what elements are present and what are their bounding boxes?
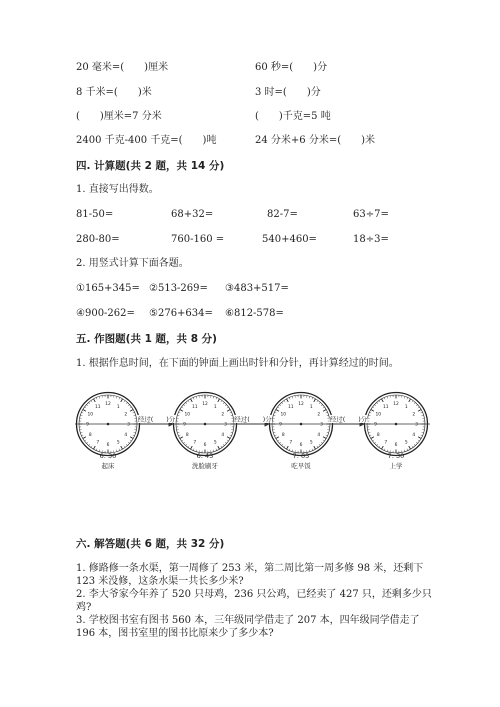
blank-row4-left: 2400 千克-400 千克=( )吨	[76, 135, 217, 146]
clock-number: 1	[213, 404, 217, 410]
problem3-line1: 3. 学校图书室有图书 560 本，三年级同学借走了 207 本，四年级同学借走了	[76, 615, 420, 626]
clock-number: 12	[298, 402, 304, 408]
clock-number: 11	[94, 404, 101, 410]
clock-number: 10	[280, 412, 287, 418]
clock-number: 6	[106, 443, 110, 449]
blank-row2-left: 8 千米=( )米	[76, 87, 152, 98]
clock-number: 4	[412, 432, 416, 438]
clock-time: 6: 45	[196, 452, 214, 460]
problem1-line1: 1. 修路修一条水渠，第一周修了 253 米，第二周比第一周多修 98 米，还剩下	[76, 563, 424, 574]
clock-face	[174, 393, 237, 471]
vertical-item: ⑥812-578=	[225, 308, 284, 319]
section6-title: 六. 解答题(共 6 题，共 32 分)	[76, 538, 225, 550]
interval-label: 经过( )分	[329, 415, 368, 424]
section4-q2: 2. 用竖式计算下面各题。	[76, 258, 189, 269]
clock-number: 7	[289, 440, 293, 446]
clock-number: 4	[317, 432, 321, 438]
clock-number: 6	[299, 443, 303, 449]
clock-number: 10	[184, 412, 191, 418]
blank-row3-right: ( )千克=5 吨	[255, 111, 331, 122]
oral-item: 760-160 =	[171, 234, 225, 245]
clock-face	[77, 393, 140, 471]
clock-number: 10	[375, 412, 382, 418]
clock-face	[270, 393, 333, 471]
oral-item: 18÷3=	[353, 234, 389, 245]
clock-number: 3	[127, 422, 130, 428]
clock-number: 12	[202, 402, 208, 408]
clock-number: 4	[124, 432, 128, 438]
clock-time: 6: 30	[99, 452, 117, 460]
clock-number: 9	[183, 422, 186, 428]
blank-row2-right: 3 时=( )分	[255, 87, 321, 98]
clock-number: 2	[412, 412, 416, 418]
clock-number: 8	[88, 432, 92, 438]
interval-label: 经过( )分	[234, 415, 272, 424]
clock-label: 吃早饭	[291, 462, 311, 470]
clock-number: 2	[124, 412, 128, 418]
clock-face	[365, 393, 428, 471]
section4-q1: 1. 直接写出得数。	[76, 184, 159, 195]
clock-number: 3	[415, 422, 418, 428]
oral-item: 280-80=	[76, 234, 120, 245]
clock-number: 11	[382, 404, 389, 410]
clock-number: 5	[116, 440, 120, 446]
clock-number: 12	[393, 402, 399, 408]
clock-number: 9	[279, 422, 282, 428]
blank-row3-left: ( )厘米=7 分米	[76, 111, 162, 122]
clock-number: 12	[105, 402, 111, 408]
clock-number: 1	[116, 404, 120, 410]
problem3-line2: 196 本，图书室里的图书比原来少了多少本?	[76, 628, 274, 639]
oral-item: 63÷7=	[353, 209, 389, 220]
clock-number: 1	[404, 404, 408, 410]
vertical-item: ②513-269=	[149, 283, 208, 294]
clock-number: 11	[287, 404, 294, 410]
clock-number: 7	[384, 440, 388, 446]
clock-label: 上学	[389, 462, 403, 470]
clock-number: 8	[376, 432, 380, 438]
clock-number: 4	[221, 432, 225, 438]
clock-number: 9	[86, 422, 89, 428]
clock-number: 6	[394, 443, 398, 449]
vertical-item: ①165+345=	[76, 283, 140, 294]
oral-item: 82-7=	[267, 209, 298, 220]
clock-time: 7: 30	[387, 452, 405, 460]
oral-item: 81-50=	[76, 209, 114, 220]
interval-label: 经过( )分	[137, 415, 176, 424]
clock-number: 1	[309, 404, 313, 410]
vertical-item: ③483+517=	[225, 283, 289, 294]
clock-label: 洗脸刷牙	[192, 462, 218, 470]
clock-number: 5	[213, 440, 217, 446]
clock-number: 8	[281, 432, 285, 438]
section4-title: 四. 计算题(共 2 题，共 14 分)	[76, 160, 225, 172]
section5-title: 五. 作图题(共 1 题，共 8 分)	[76, 333, 217, 345]
blank-row1-right: 60 秒=( )分	[255, 62, 328, 73]
clock-number: 2	[221, 412, 225, 418]
clock-number: 11	[191, 404, 198, 410]
clock-number: 3	[320, 422, 323, 428]
problem2-line1: 2. 李大爷家今年养了 520 只母鸡，236 只公鸡，已经卖了 427 只，还剩多少只	[76, 589, 432, 600]
vertical-item: ⑤276+634=	[149, 308, 213, 319]
clock-number: 5	[404, 440, 408, 446]
clock-number: 6	[203, 443, 207, 449]
problem1-line2: 123 米没修，这条水渠一共长多少米?	[76, 576, 244, 587]
clock-time: 7: 05	[292, 452, 310, 460]
blank-row4-right: 24 分米+6 分米=( )米	[255, 135, 376, 146]
clock-number: 3	[224, 422, 227, 428]
vertical-item: ④900-262=	[76, 308, 135, 319]
clock-number: 7	[96, 440, 100, 446]
clock-number: 5	[309, 440, 313, 446]
section5-q1: 1. 根据作息时间，在下面的钟面上画出时针和分针，再计算经过的时间。	[76, 358, 399, 369]
clock-number: 9	[374, 422, 377, 428]
oral-item: 68+32=	[171, 209, 214, 220]
clock-number: 10	[87, 412, 94, 418]
clock-number: 8	[185, 432, 189, 438]
clock-label: 起床	[101, 462, 115, 470]
clock-number: 7	[193, 440, 197, 446]
problem2-line2: 鸡?	[76, 602, 92, 613]
clock-number: 2	[317, 412, 321, 418]
oral-item: 540+460=	[262, 234, 317, 245]
blank-row1-left: 20 毫米=( )厘米	[76, 62, 169, 73]
